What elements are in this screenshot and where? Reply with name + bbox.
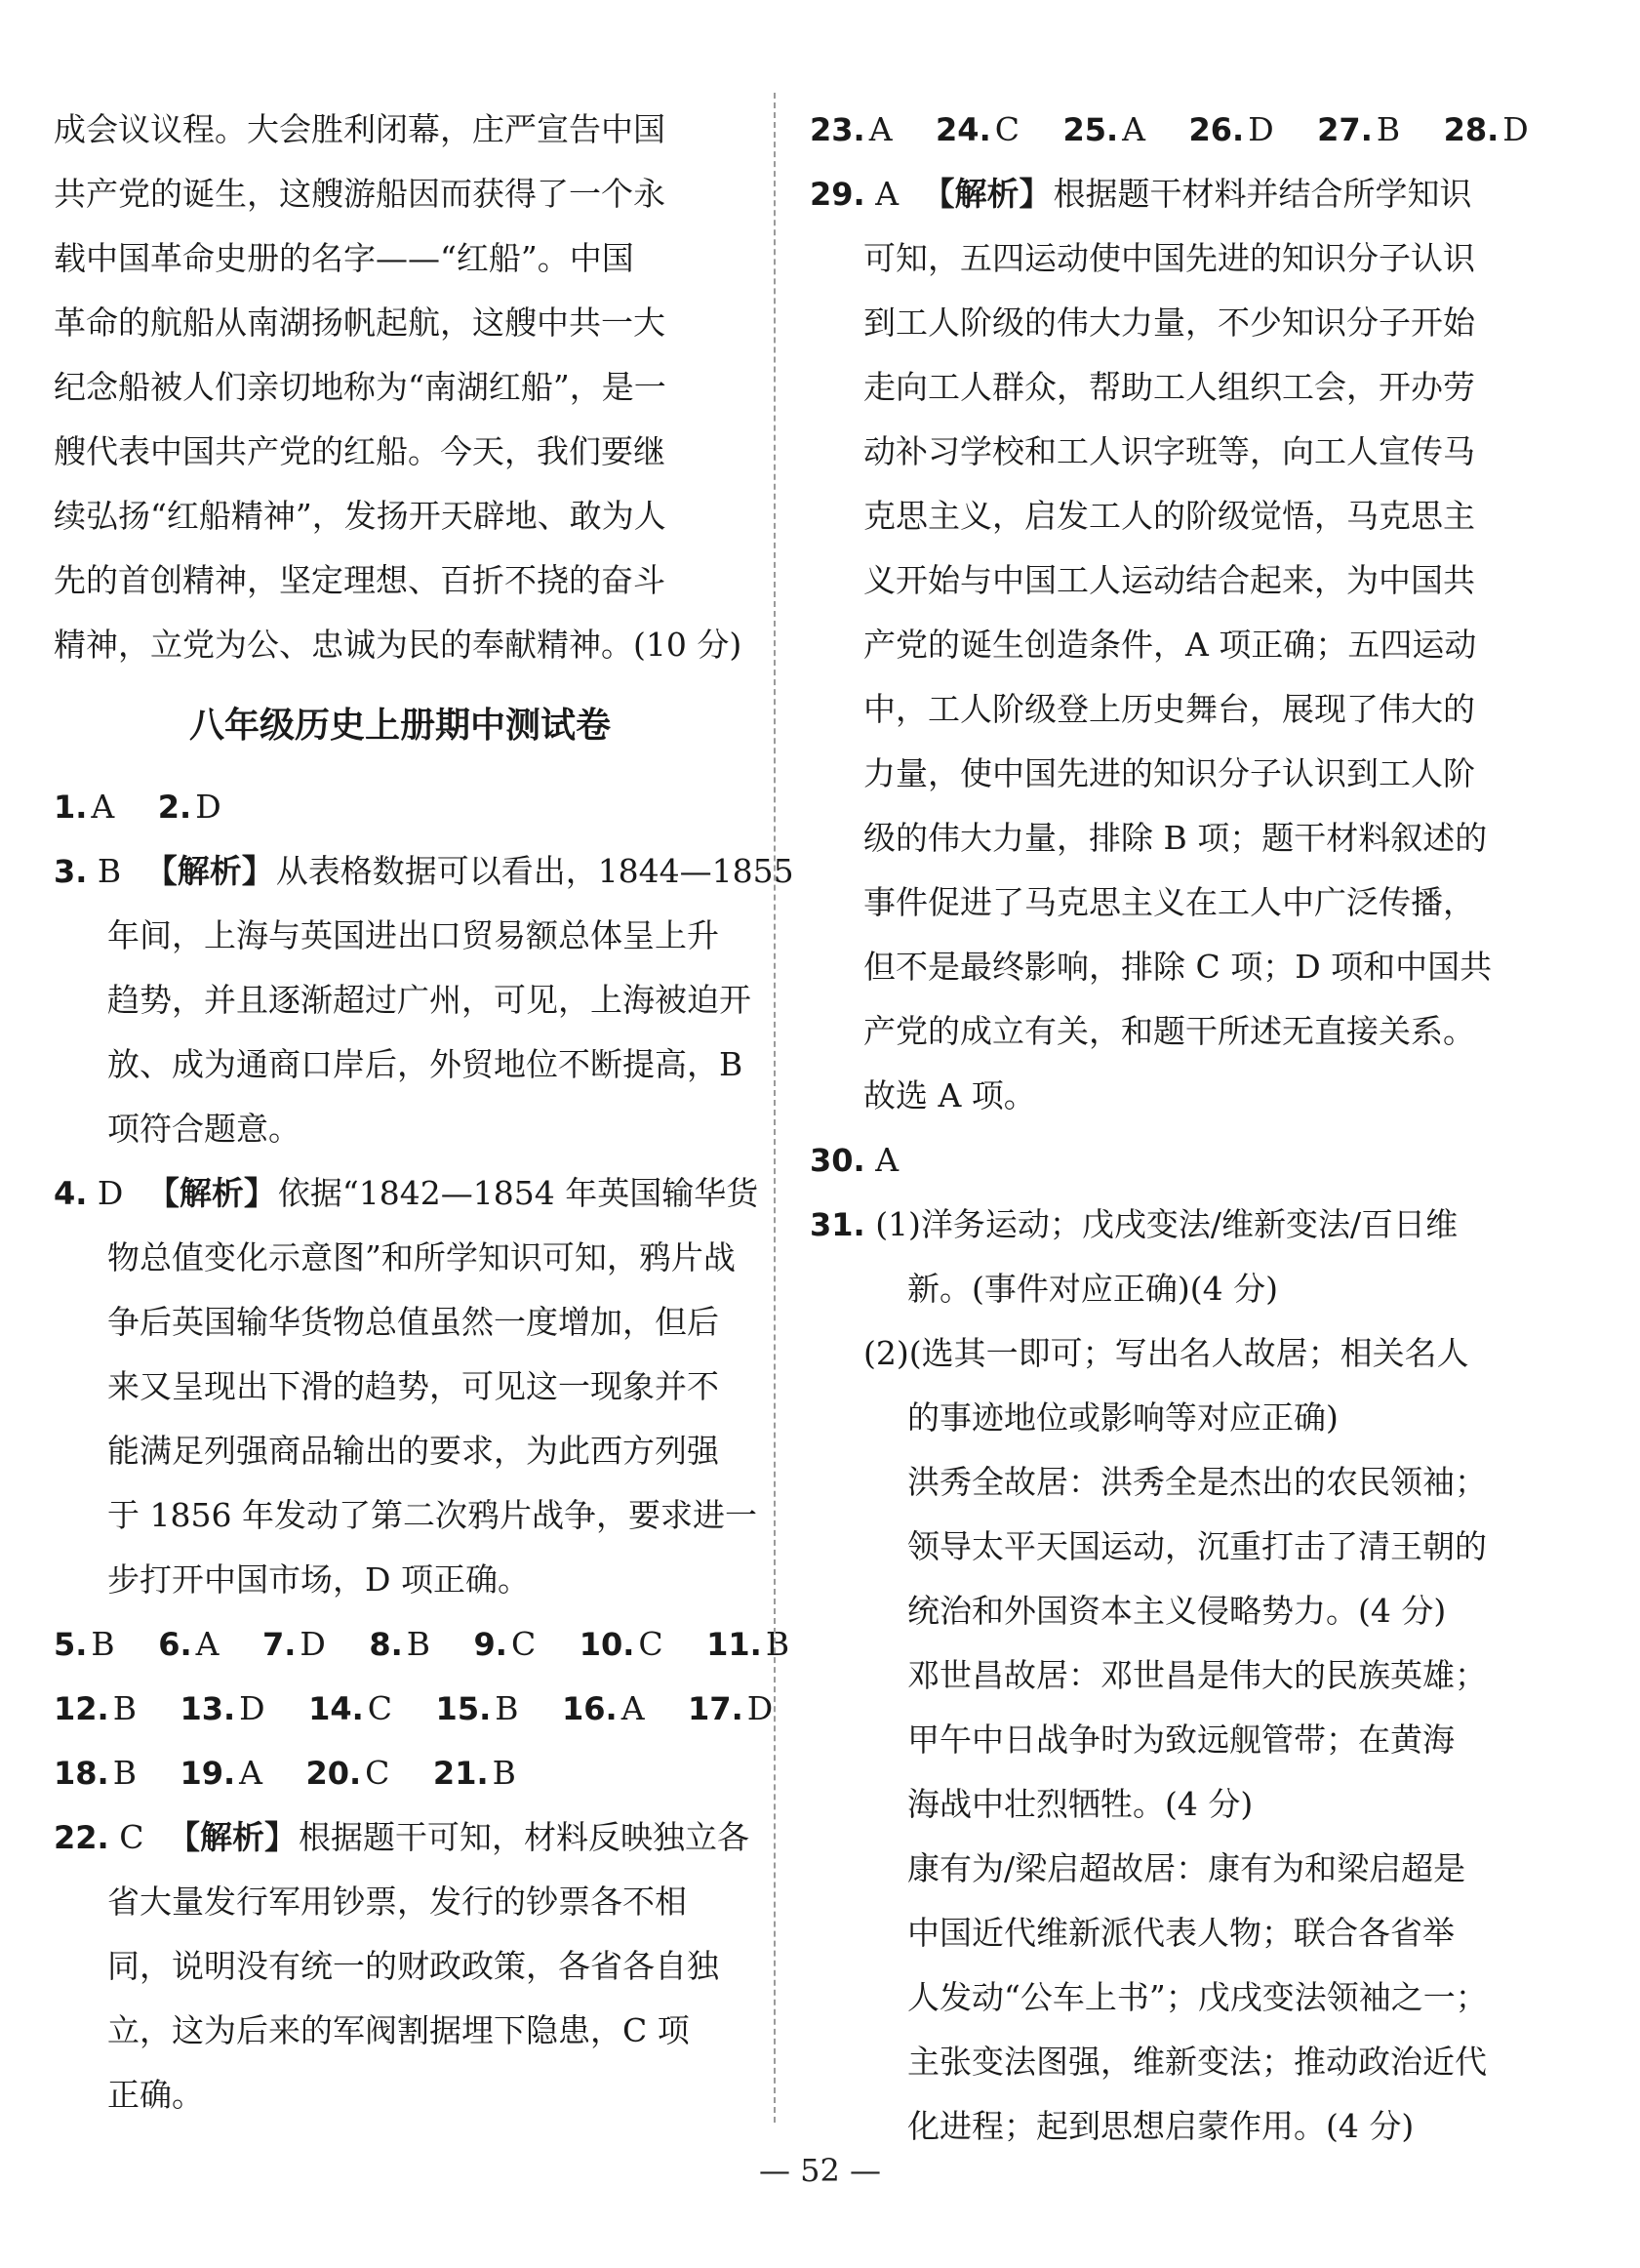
question-number: 3. bbox=[54, 853, 88, 890]
answer-item bbox=[369, 1612, 430, 1677]
analysis-line: 年间，上海与英国进出口贸易额总体呈上升 bbox=[107, 916, 719, 954]
analysis-line: 但不是最终影响，排除 C 项；D 项和中国共 bbox=[863, 948, 1493, 986]
intro-line: 先的首创精神，坚定理想、百折不挠的奋斗 bbox=[54, 561, 665, 599]
analysis-tag: 【解析】 bbox=[922, 175, 1052, 213]
answer-item bbox=[54, 1612, 115, 1677]
question-30 bbox=[810, 1128, 1512, 1193]
intro-line: 革命的航船从南湖扬帆起航，这艘中共一大 bbox=[54, 304, 665, 342]
question-number: 19. bbox=[180, 1755, 236, 1792]
answer-letter: D bbox=[746, 1689, 774, 1727]
analysis-line: 力量，使中国先进的知识分子认识到工人阶 bbox=[863, 754, 1475, 792]
analysis-line: 立，这为后来的军阀割据埋下隐患，C 项 bbox=[107, 2011, 690, 2049]
answer-line: 甲午中日战争时为致远舰管带；在黄海 bbox=[907, 1721, 1455, 1759]
analysis-line: 争后英国输华货物总值虽然一度增加，但后 bbox=[107, 1303, 719, 1341]
answer-letter: B bbox=[112, 1689, 137, 1727]
intro-line: 续弘扬“红船精神”，发扬开天辟地、敢为人 bbox=[54, 497, 666, 535]
analysis-text: 从表格数据可以看出，1844—1855 bbox=[275, 852, 794, 890]
answer-item bbox=[54, 1741, 137, 1805]
analysis-line: 同，说明没有统一的财政政策，各省各自独 bbox=[107, 1947, 719, 1985]
answer-item bbox=[436, 1677, 519, 1741]
answer-letter: C bbox=[510, 1625, 537, 1663]
analysis-text: 根据题干材料并结合所学知识 bbox=[1053, 175, 1472, 213]
intro-line: 精神，立党为公、忠诚为民的奉献精神。(10 分) bbox=[54, 626, 742, 664]
answer-line: 化进程；起到思想启蒙作用。(4 分) bbox=[907, 2107, 1415, 2145]
answer-letter: D bbox=[1248, 110, 1274, 148]
question-number: 22. bbox=[54, 1819, 109, 1856]
question-number: 18. bbox=[54, 1755, 109, 1792]
analysis-text: 根据题干可知，材料反映独立各 bbox=[298, 1818, 749, 1856]
analysis-line: 于 1856 年发动了第二次鸦片战争，要求进一 bbox=[107, 1496, 757, 1534]
answer-item bbox=[1189, 98, 1274, 162]
question-number: 14. bbox=[308, 1690, 364, 1727]
answer-text: (1)洋务运动；戊戌变法/维新变法/百日维 bbox=[875, 1205, 1459, 1243]
analysis-line: 放、成为通商口岸后，外贸地位不断提高，B bbox=[107, 1045, 743, 1083]
column-divider bbox=[774, 93, 776, 2123]
answer-letter: A bbox=[195, 1625, 220, 1663]
question-number: 23. bbox=[810, 111, 865, 148]
analysis-line: 走向工人群众，帮助工人组织工会，开办劳 bbox=[863, 368, 1475, 406]
answer-letter: D bbox=[195, 788, 221, 826]
answer-line: 康有为/梁启超故居：康有为和梁启超是 bbox=[907, 1849, 1466, 1887]
question-number: 29. bbox=[810, 176, 865, 213]
question-number: 20. bbox=[305, 1755, 362, 1792]
answer-letter: B bbox=[91, 1625, 115, 1663]
answer-letter: D bbox=[239, 1689, 265, 1727]
question-3 bbox=[54, 839, 794, 904]
answer-letter: A bbox=[91, 788, 115, 826]
answer-line: 主张变法图强，维新变法；推动政治近代 bbox=[907, 2043, 1487, 2081]
answer-item bbox=[433, 1741, 516, 1805]
answer-line: 统治和外国资本主义侵略势力。(4 分) bbox=[907, 1592, 1447, 1630]
answer-letter: B bbox=[492, 1754, 516, 1792]
question-number: 26. bbox=[1188, 111, 1245, 148]
answer-letter: D bbox=[97, 1174, 124, 1212]
answer-item bbox=[54, 1677, 137, 1741]
answer-item bbox=[308, 1677, 392, 1741]
question-number: 1. bbox=[54, 789, 88, 826]
answer-letter: B bbox=[112, 1754, 137, 1792]
question-4 bbox=[54, 1161, 759, 1226]
analysis-line: 省大量发行军用钞票，发行的钞票各不相 bbox=[107, 1883, 687, 1921]
answer-row bbox=[54, 1741, 746, 1805]
answer-item bbox=[158, 1612, 219, 1677]
question-number: 8. bbox=[369, 1626, 403, 1663]
analysis-line: 来又呈现出下滑的趋势，可见这一现象并不 bbox=[107, 1367, 719, 1405]
answer-item bbox=[305, 1741, 389, 1805]
answer-row bbox=[54, 1612, 790, 1677]
answer-item bbox=[1062, 98, 1145, 162]
answer-line: 海战中壮烈牺牲。(4 分) bbox=[907, 1785, 1254, 1823]
question-31 bbox=[810, 1193, 1512, 1257]
answer-letter: A bbox=[875, 1141, 900, 1179]
answer-letter: B bbox=[495, 1689, 519, 1727]
intro-line: 载中国革命史册的名字——“红船”。中国 bbox=[54, 239, 634, 277]
analysis-line: 事件促进了马克思主义在工人中广泛传播， bbox=[863, 883, 1475, 921]
question-22 bbox=[54, 1805, 749, 1870]
right-column bbox=[810, 98, 1529, 2159]
answer-letter: C bbox=[367, 1689, 393, 1727]
question-number: 16. bbox=[562, 1690, 618, 1727]
question-number: 7. bbox=[261, 1626, 297, 1663]
answer-letter: B bbox=[1376, 110, 1401, 148]
answer-line: 人发动“公车上书”；戊戌变法领袖之一； bbox=[907, 1978, 1488, 2016]
answer-item bbox=[1317, 98, 1400, 162]
analysis-line: 能满足列强商品输出的要求，为此西方列强 bbox=[107, 1432, 719, 1470]
answer-letter: A bbox=[239, 1754, 262, 1792]
intro-line: 纪念船被人们亲切地称为“南湖红船”，是一 bbox=[54, 368, 666, 406]
intro-line: 共产党的诞生，这艘游船因而获得了一个永 bbox=[54, 175, 665, 213]
analysis-tag: 【解析】 bbox=[167, 1818, 297, 1856]
analysis-line: 产党的成立有关，和题干所述无直接关系。 bbox=[863, 1012, 1475, 1050]
question-number: 24. bbox=[936, 111, 991, 148]
question-number: 9. bbox=[473, 1626, 507, 1663]
question-number: 31. bbox=[810, 1206, 865, 1243]
question-number: 25. bbox=[1062, 111, 1119, 148]
analysis-line: 正确。 bbox=[107, 2076, 204, 2114]
answer-line: 的事迹地位或影响等对应正确) bbox=[907, 1398, 1339, 1437]
analysis-line: 项符合题意。 bbox=[107, 1110, 300, 1148]
analysis-line: 动补习学校和工人识字班等，向工人宣传马 bbox=[863, 432, 1475, 470]
answer-item bbox=[54, 775, 114, 839]
question-number: 11. bbox=[706, 1626, 762, 1663]
analysis-line: 级的伟大力量，排除 B 项；题干材料叙述的 bbox=[863, 819, 1488, 857]
analysis-line: 克思主义，启发工人的阶级觉悟，马克思主 bbox=[863, 497, 1475, 535]
answer-item bbox=[936, 98, 1020, 162]
answer-item bbox=[580, 1612, 663, 1677]
answer-item bbox=[180, 1741, 262, 1805]
analysis-line: 到工人阶级的伟大力量，不少知识分子开始 bbox=[863, 304, 1475, 342]
question-number: 17. bbox=[688, 1690, 743, 1727]
analysis-line: 可知，五四运动使中国先进的知识分子认识 bbox=[863, 239, 1475, 277]
section-title: 八年级历史上册期中测试卷 bbox=[188, 706, 611, 746]
answer-line: (2)(选其一即可；写出名人故居；相关名人 bbox=[863, 1334, 1469, 1372]
question-29 bbox=[810, 162, 1512, 226]
answer-letter: C bbox=[365, 1754, 390, 1792]
analysis-line: 物总值变化示意图”和所学知识可知，鸦片战 bbox=[107, 1238, 736, 1276]
answer-item bbox=[706, 1612, 789, 1677]
question-number: 4. bbox=[54, 1175, 88, 1212]
analysis-line: 趋势，并且逐渐超过广州，可见，上海被迫开 bbox=[107, 981, 751, 1019]
answer-letter: A bbox=[868, 110, 893, 148]
analysis-line: 故选 A 项。 bbox=[863, 1076, 1036, 1114]
answer-letter: B bbox=[765, 1625, 790, 1663]
answer-line: 领导太平天国运动，沉重打击了清王朝的 bbox=[907, 1527, 1487, 1565]
answer-letter: C bbox=[638, 1625, 663, 1663]
intro-line: 成会议议程。大会胜利闭幕，庄严宣告中国 bbox=[54, 110, 665, 148]
question-number: 30. bbox=[810, 1142, 865, 1179]
answer-item bbox=[1444, 98, 1529, 162]
analysis-line: 义开始与中国工人运动结合起来，为中国共 bbox=[863, 561, 1475, 599]
analysis-tag: 【解析】 bbox=[144, 852, 274, 890]
answer-item bbox=[810, 98, 893, 162]
answer-line: 邓世昌故居：邓世昌是伟大的民族英雄； bbox=[907, 1656, 1487, 1694]
answer-letter: A bbox=[875, 175, 900, 213]
analysis-text: 依据“1842—1854 年英国输华货 bbox=[277, 1174, 759, 1212]
question-number: 12. bbox=[54, 1690, 109, 1727]
question-number: 28. bbox=[1443, 111, 1500, 148]
answer-item bbox=[158, 775, 221, 839]
answer-letter: B bbox=[97, 852, 122, 890]
answer-line: 中国近代维新派代表人物；联合各省举 bbox=[907, 1914, 1455, 1952]
analysis-tag: 【解析】 bbox=[146, 1174, 276, 1212]
answer-letter: B bbox=[406, 1625, 431, 1663]
answer-item bbox=[688, 1677, 773, 1741]
answer-item bbox=[562, 1677, 645, 1741]
answer-row bbox=[54, 1677, 774, 1741]
answer-row bbox=[54, 775, 746, 839]
analysis-line: 中，工人阶级登上历史舞台，展现了伟大的 bbox=[863, 690, 1475, 728]
answer-item bbox=[180, 1677, 264, 1741]
question-number: 27. bbox=[1317, 111, 1373, 148]
left-column bbox=[54, 98, 794, 2127]
intro-line: 艘代表中国共产党的红船。今天，我们要继 bbox=[54, 432, 665, 470]
answer-letter: C bbox=[994, 110, 1020, 148]
page-number: — 52 — bbox=[758, 2152, 882, 2189]
answer-letter: D bbox=[1502, 110, 1529, 148]
analysis-line: 步打开中国市场，D 项正确。 bbox=[107, 1560, 530, 1599]
question-number: 10. bbox=[579, 1626, 635, 1663]
question-number: 15. bbox=[435, 1690, 492, 1727]
answer-row bbox=[810, 98, 1529, 162]
answer-letter: A bbox=[620, 1689, 645, 1727]
answer-letter: A bbox=[1122, 110, 1145, 148]
question-number: 2. bbox=[157, 789, 192, 826]
answer-line: 新。(事件对应正确)(4 分) bbox=[907, 1270, 1278, 1308]
question-number: 5. bbox=[54, 1626, 88, 1663]
answer-letter: D bbox=[300, 1625, 326, 1663]
answer-letter: C bbox=[119, 1818, 144, 1856]
analysis-line: 产党的诞生创造条件，A 项正确；五四运动 bbox=[863, 626, 1477, 664]
question-number: 21. bbox=[432, 1755, 489, 1792]
answer-line: 洪秀全故居：洪秀全是杰出的农民领袖； bbox=[907, 1463, 1487, 1501]
answer-item bbox=[474, 1612, 537, 1677]
question-number: 6. bbox=[158, 1626, 192, 1663]
question-number: 13. bbox=[180, 1690, 236, 1727]
answer-item bbox=[262, 1612, 326, 1677]
